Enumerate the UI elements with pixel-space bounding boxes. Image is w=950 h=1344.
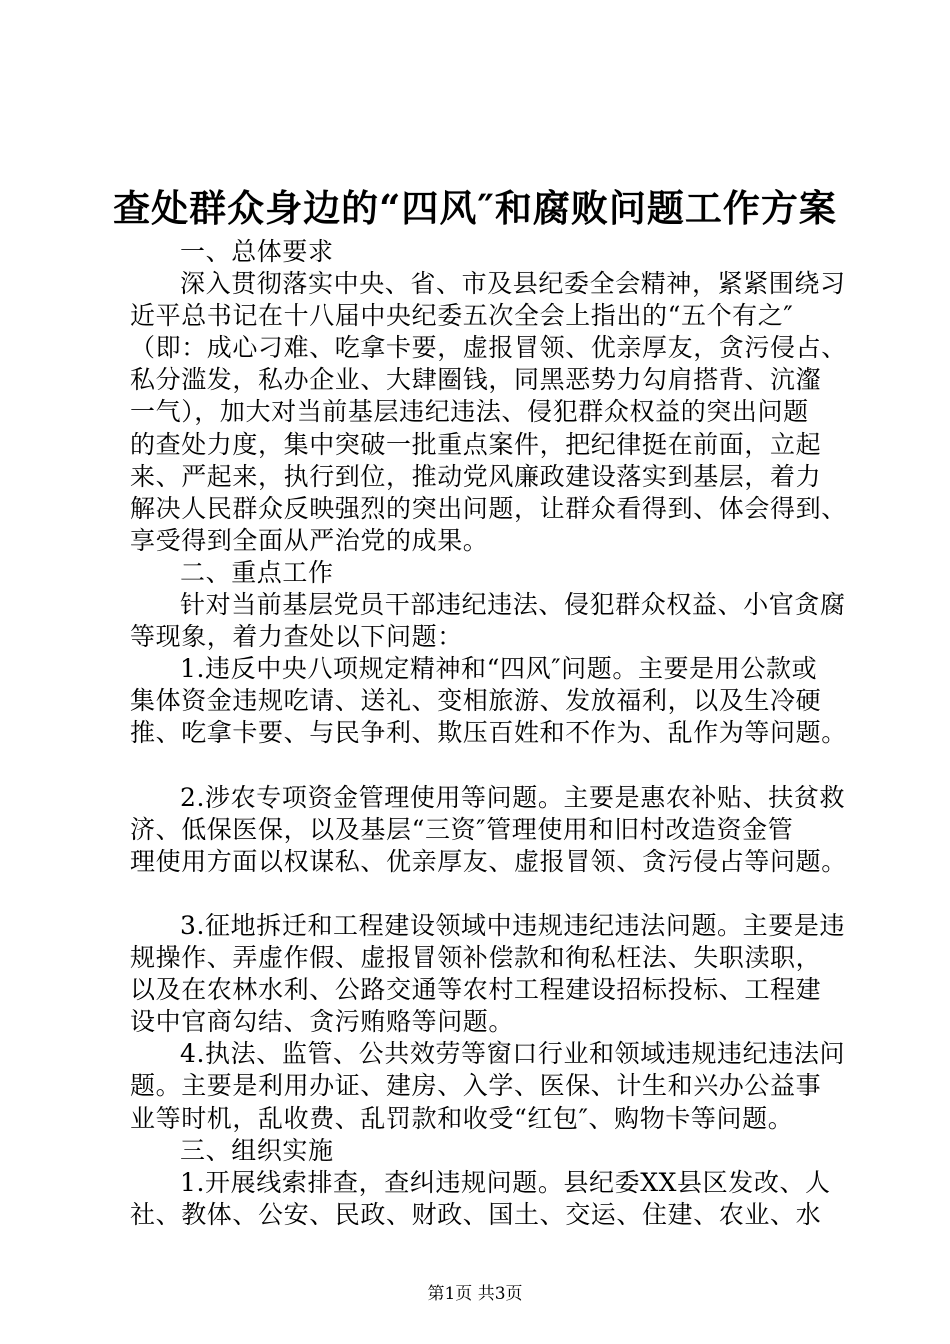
list-item-line: 题。主要是利用办证、建房、入学、医保、计生和兴办公益事 (130, 1071, 822, 1101)
list-item-line: 济、低保医保，以及基层“三资″管理使用和旧村改造资金管 (130, 814, 794, 844)
list-item-line: 推、吃拿卡要、与民争利、欺压百姓和不作为、乱作为等问题。 (130, 718, 847, 748)
paragraph-line: 等现象，着力查处以下问题： (130, 622, 463, 652)
paragraph-line: （即：成心刁难、吃拿卡要，虚报冒领、优亲厚友，贪污侵占、 (130, 333, 847, 363)
page-footer: 第1页 共3页 (427, 1284, 523, 1304)
list-item-line: 1.违反中央八项规定精神和“四风″问题。主要是用公款或 (180, 654, 818, 684)
list-item-line: 4.执法、监管、公共效劳等窗口行业和领域违规违纪违法问 (180, 1039, 846, 1069)
list-item-line: 业等时机，乱收费、乱罚款和收受“红包″、购物卡等问题。 (130, 1103, 794, 1133)
list-item-line: 设中官商勾结、贪污贿赂等问题。 (130, 1007, 515, 1037)
list-item-line: 2.涉农专项资金管理使用等问题。主要是惠农补贴、扶贫救 (180, 782, 846, 812)
paragraph-line: 针对当前基层党员干部违纪违法、侵犯群众权益、小官贪腐 (180, 590, 846, 620)
section-heading-2: 二、重点工作 (180, 557, 334, 587)
list-item-line: 以及在农林水利、公路交通等农村工程建设招标投标、工程建 (130, 975, 822, 1005)
list-item-line: 理使用方面以权谋私、优亲厚友、虚报冒领、贪污侵占等问题。 (130, 846, 847, 876)
paragraph-line: 深入贯彻落实中央、省、市及县纪委全会精神，紧紧围绕习 (180, 269, 846, 299)
list-item-line: 社、教体、公安、民政、财政、国土、交运、住建、农业、水 (130, 1199, 822, 1229)
paragraph-gap (130, 750, 850, 782)
document-title: 查处群众身边的“四风″和腐败问题工作方案 (113, 186, 837, 230)
paragraph-gap (130, 878, 850, 910)
list-item-line: 集体资金违规吃请、送礼、变相旅游、发放福利，以及生冷硬 (130, 686, 822, 716)
paragraph-line: 享受得到全面从严治党的成果。 (130, 525, 489, 555)
paragraph-line: 解决人民群众反映强烈的突出问题，让群众看得到、体会得到、 (130, 493, 847, 523)
paragraph-line: 一气），加大对当前基层违纪违法、侵犯群众权益的突出问题 (130, 397, 809, 427)
paragraph-line: 来、严起来，执行到位，推动党风廉政建设落实到基层，着力 (130, 461, 822, 491)
paragraph-line: 私分滥发，私办企业、大肆圈钱，同黑恶势力勾肩搭背、沆瀣 (130, 365, 822, 395)
paragraph-line: 的查处力度，集中突破一批重点案件，把纪律挺在前面，立起 (130, 429, 822, 459)
list-item-line: 3.征地拆迁和工程建设领域中违规违纪违法问题。主要是违 (180, 910, 846, 940)
section-heading-3: 三、组织实施 (180, 1135, 334, 1165)
section-heading-1: 一、总体要求 (180, 237, 334, 266)
list-item-line: 规操作、弄虚作假、虚报冒领补偿款和徇私枉法、失职渎职， (130, 943, 822, 973)
paragraph-line: 近平总书记在十八届中央纪委五次全会上指出的“五个有之″ (130, 301, 794, 331)
document-body (130, 236, 850, 1231)
list-item-line: 1.开展线索排查，查纠违规问题。县纪委XX县区发改、人 (180, 1167, 831, 1197)
